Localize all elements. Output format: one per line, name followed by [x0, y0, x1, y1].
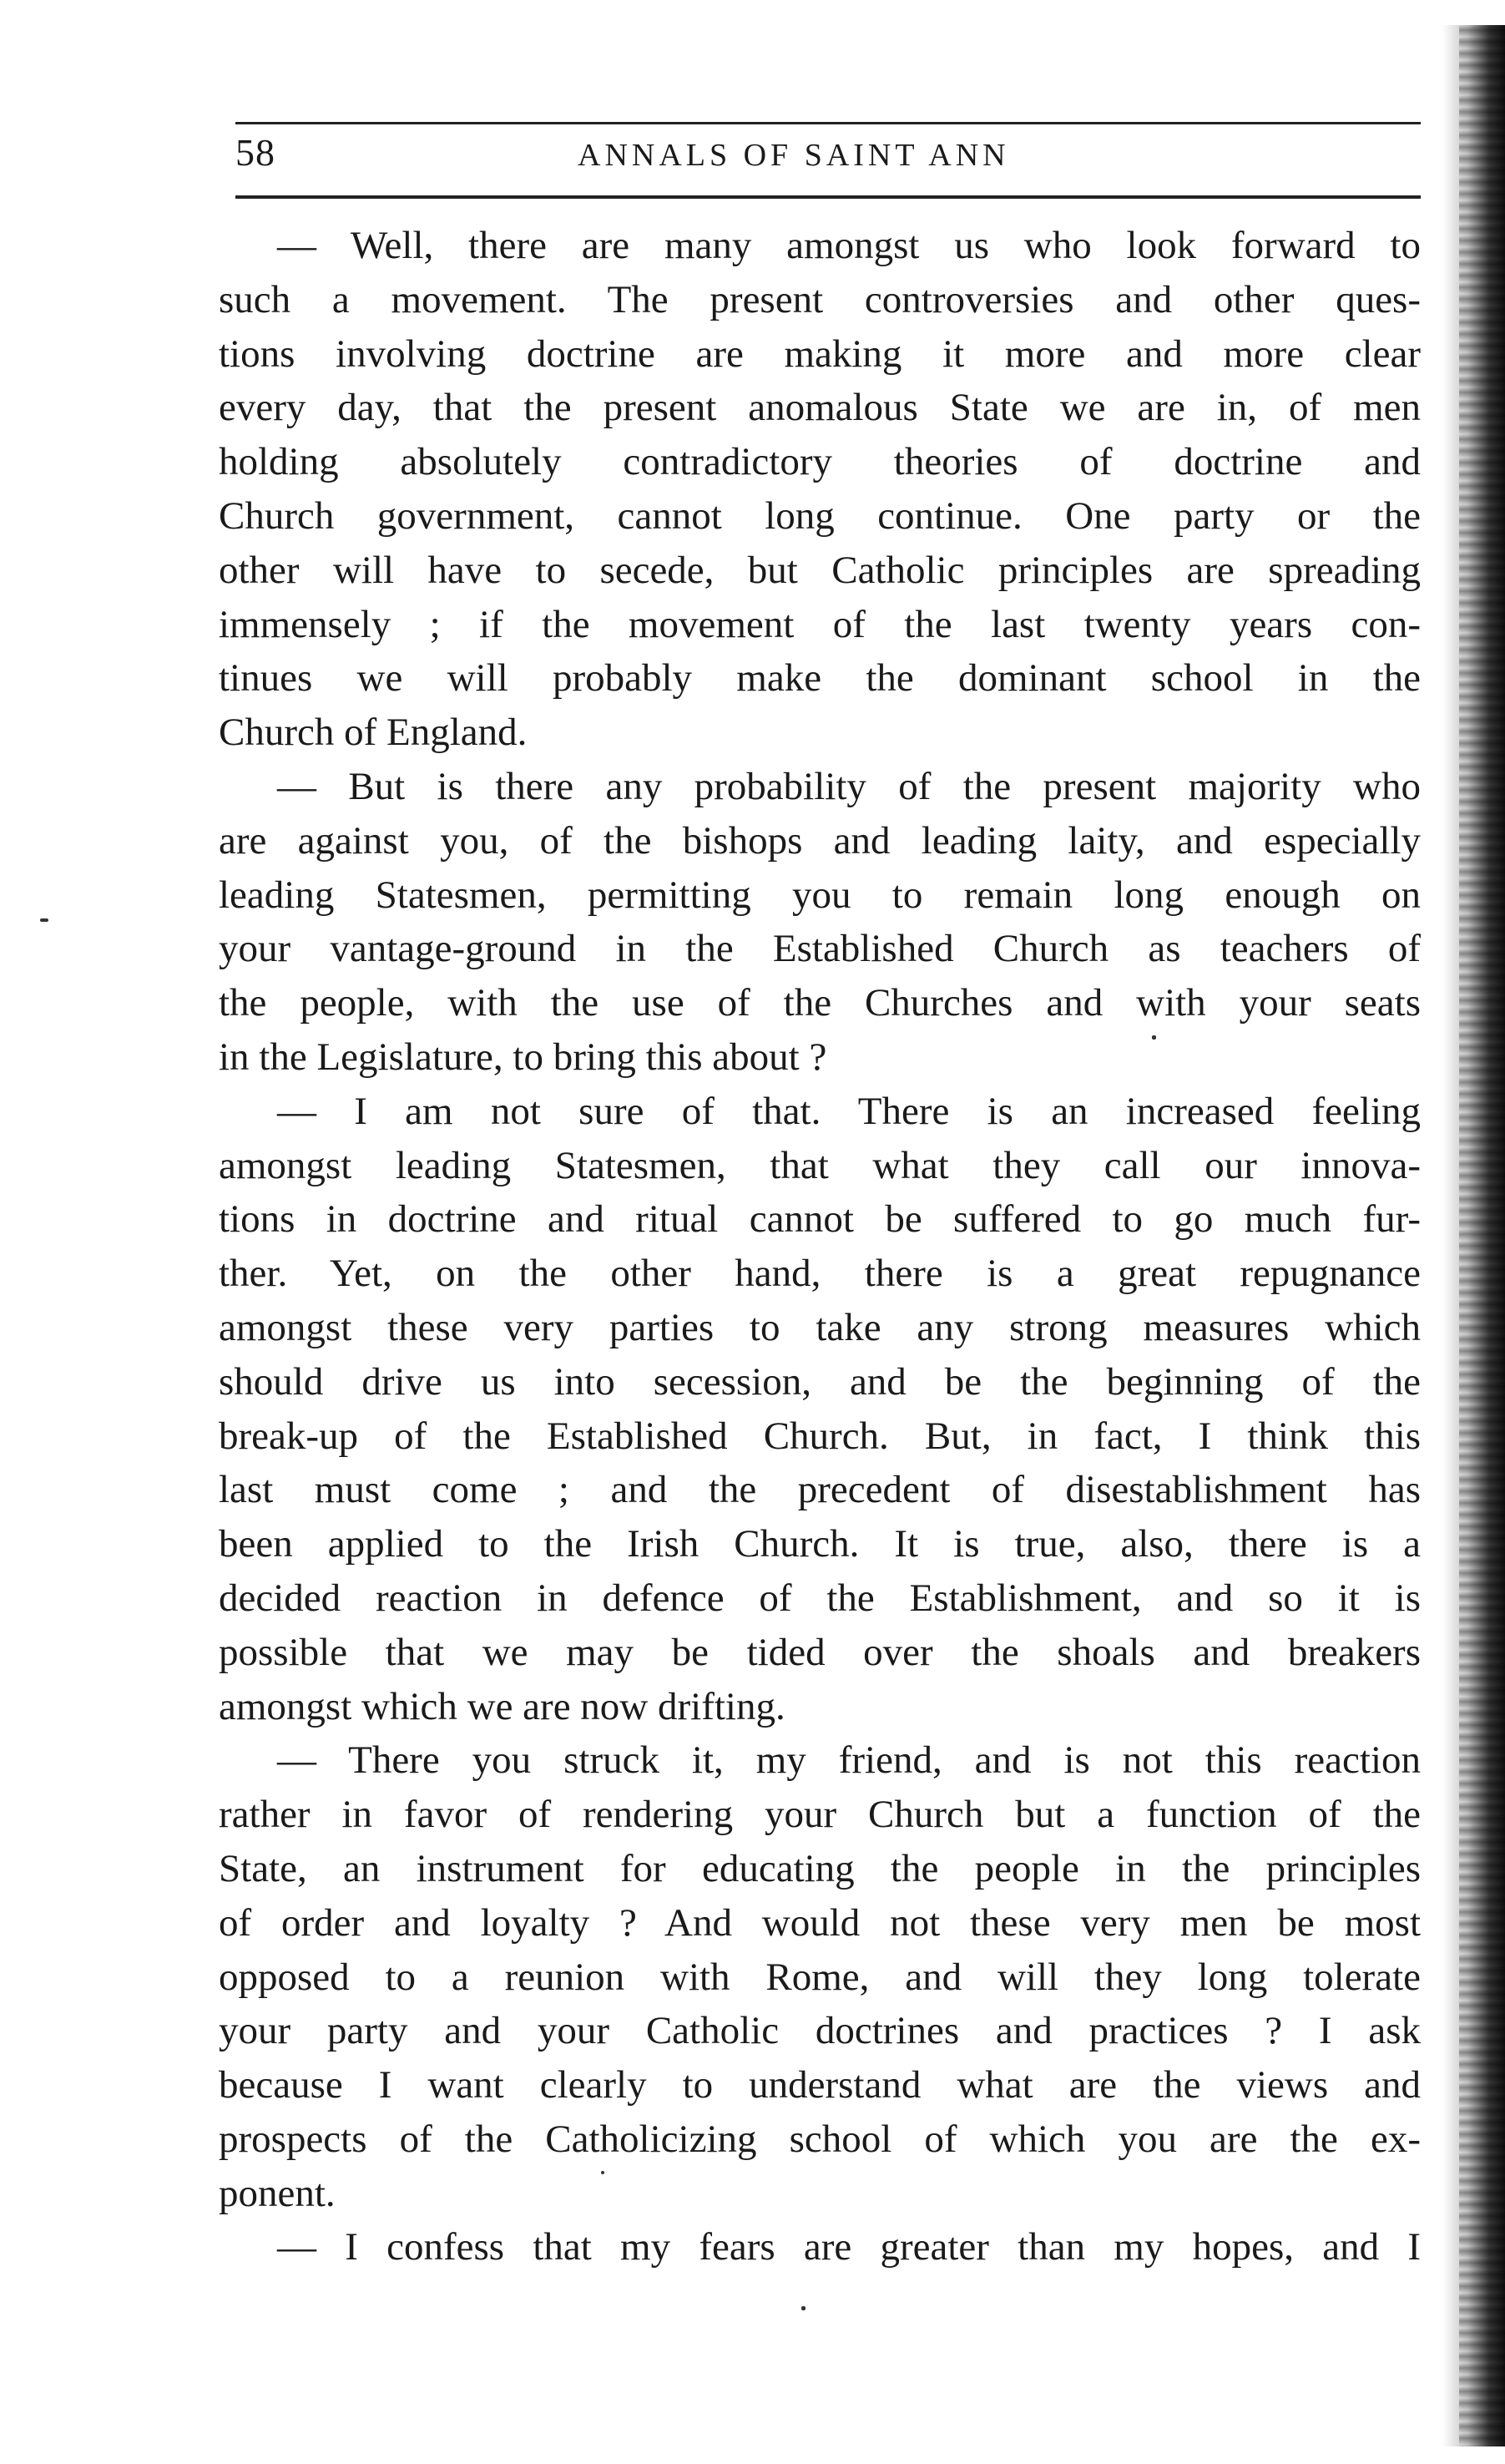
- ink-speck: [601, 2171, 604, 2174]
- text-line: amongst leading Statesmen, that what they call our innova-: [219, 1143, 1421, 1187]
- text-line: rather in favor of rendering your Church but a function of the: [219, 1793, 1421, 1837]
- paragraph: [219, 2220, 1421, 2274]
- paragraph: [219, 1085, 1421, 1734]
- ink-speck: [40, 918, 48, 922]
- text-line: the people, with the use of the Churches and with your seats: [219, 981, 1421, 1025]
- text-line: holding absolutely contradictory theories of doctrine and: [219, 440, 1421, 484]
- text-line: break-up of the Established Church. But, in fact, I think this: [219, 1414, 1421, 1458]
- paragraph: [219, 1733, 1421, 2220]
- header-top-rule: [235, 122, 1421, 124]
- text-line: amongst these very parties to take any strong measures which: [219, 1305, 1421, 1349]
- text-line: immensely ; if the movement of the last twenty years con-: [219, 602, 1421, 646]
- text-line: are against you, of the bishops and leading laity, and especially: [219, 818, 1421, 863]
- text-line: decided reaction in defence of the Establishment, and so it is: [219, 1576, 1421, 1620]
- text-line: amongst which we are now drifting.: [219, 1684, 785, 1728]
- text-line: of order and loyalty ? And would not these very men be most: [219, 1900, 1421, 1945]
- paragraph: [219, 760, 1421, 1085]
- text-line: your party and your Catholic doctrines and practices ? I ask: [219, 2009, 1421, 2053]
- text-line: leading Statesmen, permitting you to remain long enough on: [219, 873, 1421, 917]
- page-number: 58: [235, 131, 275, 174]
- text-line: because I want clearly to understand what are the views and: [219, 2063, 1421, 2107]
- text-line: tions involving doctrine are making it more and more clear: [219, 331, 1421, 376]
- text-line: State, an instrument for educating the people in the principles: [219, 1846, 1421, 1890]
- text-line: ther. Yet, on the other hand, there is a great repugnance: [219, 1252, 1421, 1296]
- paragraph: [219, 219, 1421, 760]
- text-line: been applied to the Irish Church. It is true, also, there is a: [219, 1522, 1421, 1566]
- text-line: last must come ; and the precedent of disestablishment has: [219, 1468, 1421, 1512]
- ink-speck: [801, 2306, 806, 2310]
- text-line: should drive us into secession, and be the beginning of the: [219, 1359, 1421, 1404]
- text-line: — I am not sure of that. There is an increased feeling: [277, 1089, 1421, 1133]
- text-line: tinues we will probably make the dominant school in the: [219, 656, 1421, 701]
- text-line: Church of England.: [219, 711, 528, 755]
- text-line: in the Legislature, to bring this about ?: [219, 1035, 827, 1079]
- text-line: ponent.: [219, 2171, 336, 2215]
- text-line: every day, that the present anomalous State we are in, of men: [219, 386, 1421, 430]
- text-line: your vantage-ground in the Established Church as teachers of: [219, 927, 1421, 971]
- text-line: other will have to secede, but Catholic principles are spreading: [219, 548, 1421, 592]
- text-line: — But is there any probability of the present majority who: [277, 764, 1421, 808]
- text-line: tions in doctrine and ritual cannot be suffered to go much fur-: [219, 1197, 1421, 1242]
- text-line: — Well, there are many amongst us who look forward to: [277, 224, 1421, 267]
- body-text: [219, 219, 1421, 2274]
- text-line: possible that we may be tided over the shoals and breakers: [219, 1630, 1421, 1674]
- text-line: opposed to a reunion with Rome, and will they long tolerate: [219, 1955, 1421, 1999]
- text-line: — I confess that my fears are greater than my hopes, and I: [277, 2225, 1421, 2269]
- header-bottom-rule: [235, 195, 1421, 199]
- text-line: Church government, cannot long continue. One party or the: [219, 493, 1421, 538]
- text-line: prospects of the Catholicizing school of which you are the ex-: [219, 2117, 1421, 2161]
- text-line: such a movement. The present controversies and other ques-: [219, 277, 1421, 321]
- running-head: ANNALS OF SAINT ANN: [578, 138, 1010, 173]
- ink-speck: [1152, 1035, 1156, 1040]
- text-line: — There you struck it, my friend, and is not this reaction: [277, 1738, 1421, 1783]
- page-edge-shadow: [1442, 25, 1505, 2446]
